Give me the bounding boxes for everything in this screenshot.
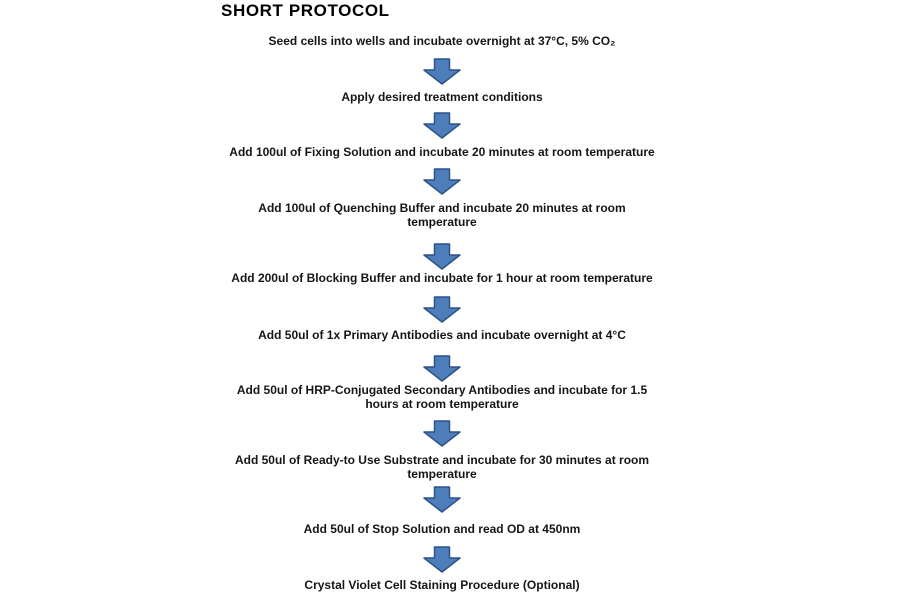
protocol-step-text: hours at room temperature xyxy=(365,397,519,411)
protocol-step-text: Crystal Violet Cell Staining Procedure (Optional) xyxy=(304,578,580,592)
protocol-step xyxy=(0,34,884,48)
down-arrow-icon xyxy=(423,420,461,447)
protocol-step-text: temperature xyxy=(407,467,477,481)
protocol-step-text: Add 200ul of Blocking Buffer and incubate for 1 hour at room temperature xyxy=(231,271,653,285)
protocol-step-text: Add 100ul of Quenching Buffer and incubate 20 minutes at room xyxy=(258,201,626,215)
protocol-step-text: Add 50ul of 1x Primary Antibodies and incubate overnight at 4°C xyxy=(258,328,626,342)
protocol-step-text: temperature xyxy=(407,215,477,229)
protocol-step-text: Add 50ul of HRP-Conjugated Secondary Antibodies and incubate for 1.5 xyxy=(236,383,648,397)
protocol-step xyxy=(0,201,884,229)
protocol-step xyxy=(0,578,884,592)
down-arrow-icon xyxy=(423,486,461,513)
protocol-step-text: Add 50ul of Stop Solution and read OD at 450nm xyxy=(303,522,581,536)
down-arrow-icon xyxy=(423,546,461,573)
protocol-step-text: Apply desired treatment conditions xyxy=(341,90,543,104)
protocol-step-text: Seed cells into wells and incubate overnight at 37°C, 5% CO₂ xyxy=(268,34,616,48)
protocol-step xyxy=(0,271,884,285)
protocol-step xyxy=(0,145,884,159)
protocol-step xyxy=(0,453,884,481)
protocol-step xyxy=(0,90,884,104)
page-title: SHORT PROTOCOL xyxy=(221,1,390,20)
down-arrow-icon xyxy=(423,112,461,139)
protocol-step-text: Add 100ul of Fixing Solution and incubate 20 minutes at room temperature xyxy=(229,145,655,159)
down-arrow-icon xyxy=(423,355,461,382)
down-arrow-icon xyxy=(423,296,461,323)
protocol-step xyxy=(0,383,884,411)
down-arrow-icon xyxy=(423,58,461,85)
down-arrow-icon xyxy=(423,243,461,270)
protocol-step-text: Add 50ul of Ready-to Use Substrate and incubate for 30 minutes at room xyxy=(234,453,650,467)
protocol-step xyxy=(0,522,884,536)
down-arrow-icon xyxy=(423,168,461,195)
protocol-step xyxy=(0,328,884,342)
